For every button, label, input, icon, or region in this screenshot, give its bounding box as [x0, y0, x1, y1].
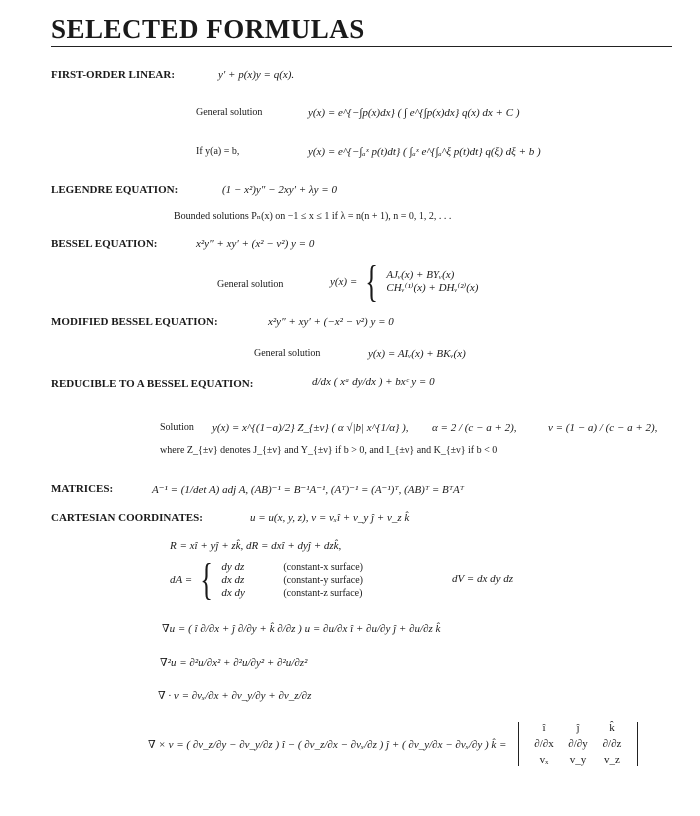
first-order-heading: FIRST-ORDER LINEAR:	[51, 69, 175, 81]
legendre-heading: LEGENDRE EQUATION:	[51, 184, 179, 196]
modified-bessel-general-solution: y(x) = AIᵥ(x) + BKᵥ(x)	[368, 348, 466, 360]
area-element-note: (constant-y surface)	[283, 574, 364, 586]
modified-bessel-heading: MODIFIED BESSEL EQUATION:	[51, 316, 218, 328]
title-rule	[51, 46, 672, 47]
first-order-general-label: General solution	[196, 107, 263, 118]
cartesian-heading: CARTESIAN COORDINATES:	[51, 512, 203, 524]
matrices-heading: MATRICES:	[51, 483, 114, 495]
reducible-where-note: where Z_{±ν} denotes J_{±ν} and Y_{±ν} if b > 0, and I_{±ν} and K_{±ν} if b < 0	[160, 445, 498, 456]
determinant-cell: ∂/∂z	[602, 738, 622, 750]
first-order-if-label: If y(a) = b,	[196, 146, 240, 157]
left-brace-icon: {	[200, 555, 214, 604]
cartesian-volume-element: dV = dx dy dz	[452, 573, 513, 585]
reducible-heading: REDUCIBLE TO A BESSEL EQUATION:	[51, 378, 254, 390]
area-element-rows	[221, 561, 363, 600]
curl-determinant	[518, 722, 638, 766]
area-element-row	[221, 561, 363, 574]
determinant-cell: v_z	[604, 754, 620, 766]
bessel-general-solution	[330, 257, 479, 306]
area-element-note: (constant-z surface)	[283, 587, 363, 599]
determinant-cell: k̂	[609, 722, 615, 734]
page-title: SELECTED FORMULAS	[51, 14, 365, 44]
left-brace-icon: {	[365, 257, 379, 306]
first-order-general-solution: y(x) = e^{−∫p(x)dx} ( ∫ e^{∫p(x)dx} q(x) dx + C )	[308, 107, 520, 119]
area-element-expr: dx dy	[221, 586, 245, 599]
reducible-equation: d/dx ( xᵃ dy/dx ) + bxᶜ y = 0	[312, 376, 435, 388]
bessel-equation: x²y″ + xy′ + (x² − ν²) y = 0	[196, 238, 315, 250]
first-order-ivp-solution: y(x) = e^{−∫ₐˣ p(t)dt} ( ∫ₐˣ e^{∫ₐ^ξ p(t)dt} q(ξ) dξ + b )	[308, 146, 541, 158]
bessel-case-1: AJᵥ(x) + BYᵥ(x)	[386, 269, 455, 281]
determinant-cell: ∂/∂x	[534, 738, 554, 750]
bessel-lhs: y(x) =	[330, 276, 358, 288]
legendre-note: Bounded solutions Pₙ(x) on −1 ≤ x ≤ 1 if λ = n(n + 1), n = 0, 1, 2, . . .	[174, 211, 452, 222]
reducible-solution-label: Solution	[160, 422, 194, 433]
area-element-row	[221, 587, 363, 600]
bessel-general-label: General solution	[217, 279, 284, 290]
determinant-cell: ∂/∂y	[568, 738, 588, 750]
cartesian-gradient: ∇u = ( î ∂/∂x + ĵ ∂/∂y + k̂ ∂/∂z ) u = ∂u/∂x î + ∂u/∂y ĵ + ∂u/∂z k̂	[162, 623, 441, 635]
bessel-case-2: CHᵥ⁽¹⁾(x) + DHᵥ⁽²⁾(x)	[386, 282, 479, 294]
area-element-expr: dy dz	[221, 560, 245, 573]
reducible-alpha: α = 2 / (c − a + 2),	[432, 422, 517, 434]
cartesian-curl: ∇ × v = ( ∂v_z/∂y − ∂v_y/∂z ) î − ( ∂v_z/∂x − ∂vₓ/∂z ) ĵ + ( ∂v_y/∂x − ∂vₓ/∂y ) k̂ =	[148, 739, 507, 751]
area-element-expr: dx dz	[221, 573, 245, 586]
determinant-cell: vₓ	[539, 754, 549, 766]
cartesian-area-element	[170, 555, 364, 604]
determinant-cell: ĵ	[576, 722, 580, 734]
reducible-nu: ν = (1 − a) / (c − a + 2),	[548, 422, 658, 434]
determinant-cell: î	[542, 722, 546, 734]
modified-bessel-general-label: General solution	[254, 348, 321, 359]
determinant-cell: v_y	[569, 754, 587, 766]
modified-bessel-equation: x²y″ + xy′ + (−x² − ν²) y = 0	[268, 316, 394, 328]
first-order-equation: y′ + p(x)y = q(x).	[218, 69, 295, 81]
area-element-row	[221, 574, 363, 587]
area-element-lhs: dA =	[170, 574, 193, 586]
reducible-solution: y(x) = x^{(1−a)/2} Z_{±ν} ( α √|b| x^{1/α} ),	[212, 422, 409, 434]
cartesian-divergence: ∇ · v = ∂vₓ/∂x + ∂v_y/∂y + ∂v_z/∂z	[158, 690, 312, 702]
bessel-heading: BESSEL EQUATION:	[51, 238, 158, 250]
cartesian-laplacian: ∇²u = ∂²u/∂x² + ∂²u/∂y² + ∂²u/∂z²	[160, 657, 308, 669]
matrices-identities: A⁻¹ = (1/det A) adj A, (AB)⁻¹ = B⁻¹A⁻¹, (Aᵀ)⁻¹ = (A⁻¹)ᵀ, (AB)ᵀ = BᵀAᵀ	[152, 484, 464, 496]
area-element-note: (constant-x surface)	[283, 561, 364, 573]
cartesian-position-vector: R = xî + yĵ + zk̂, dR = dxî + dyĵ + dzk̂,	[170, 540, 342, 552]
legendre-equation: (1 − x²)y″ − 2xy′ + λy = 0	[222, 184, 337, 196]
cartesian-field-definitions: u = u(x, y, z), v = vₓî + v_y ĵ + v_z k̂	[250, 512, 410, 524]
